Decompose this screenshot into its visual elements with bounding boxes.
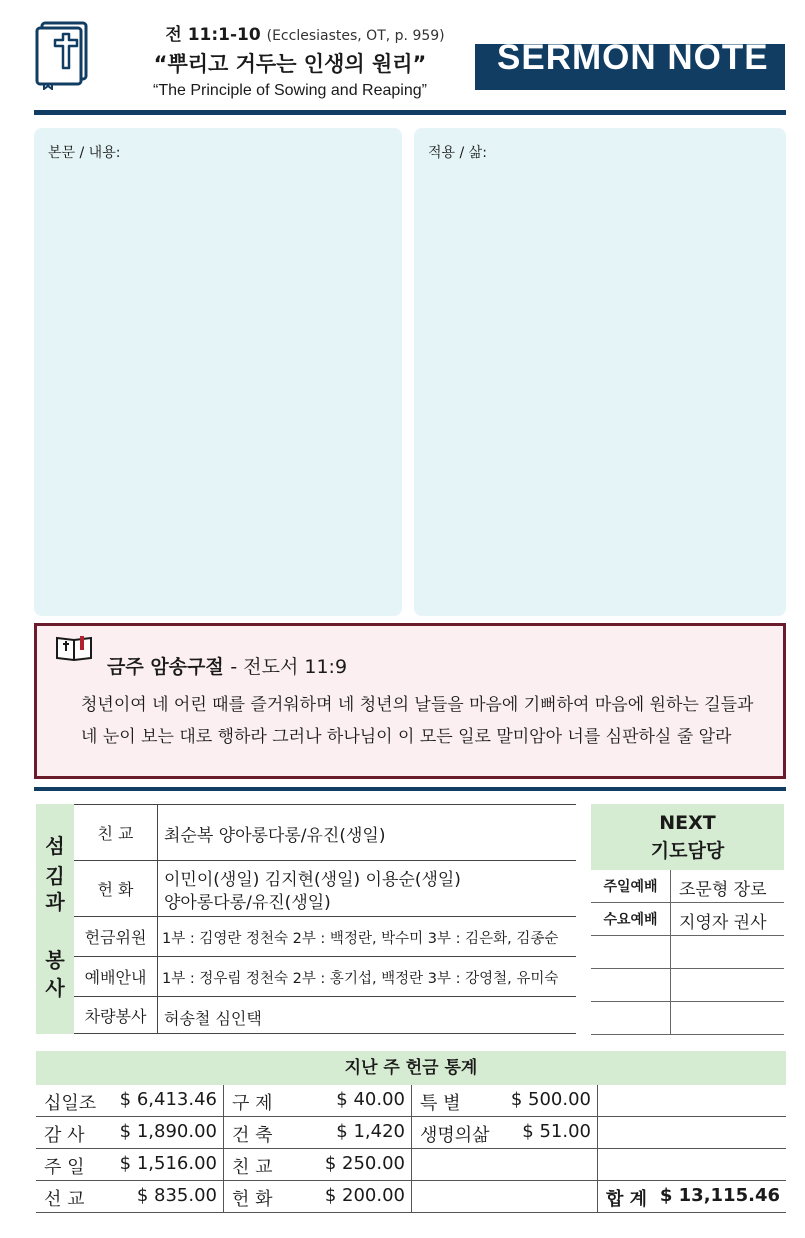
sermon-note-badge (475, 38, 785, 90)
sermon-note-label: SERMON NOTE (497, 38, 769, 77)
memory-verse-reference: - 전도서 11:9 (230, 656, 348, 678)
offering-type: 선 교 (44, 1189, 85, 1210)
row-value: 1부 : 정우림 정천숙 2부 : 홍기섭, 백정란 3부 : 강영철, 유미숙 (162, 971, 559, 987)
notes-application-area[interactable] (414, 128, 786, 616)
offering-cell (224, 1181, 412, 1213)
memory-verse-title (107, 652, 347, 679)
offering-cell (224, 1117, 412, 1149)
offering-cell (598, 1117, 786, 1149)
offering-amount: $ 1,890.00 (119, 1121, 217, 1142)
scripture-ref-en: (Ecclesiastes, OT, p. 959) (266, 28, 445, 44)
offering-total-label: 합 계 (606, 1189, 648, 1210)
offering-cell (224, 1085, 412, 1117)
offering-type: 친 교 (232, 1157, 273, 1178)
next-prayer-row (591, 936, 784, 969)
notes-content-area[interactable] (34, 128, 402, 616)
scripture-reference (140, 20, 470, 45)
offering-cell (36, 1149, 224, 1181)
row-label: 차량봉사 (74, 997, 158, 1033)
header (0, 0, 805, 118)
table-row (74, 860, 576, 916)
offering-type: 구 제 (232, 1093, 273, 1114)
row-value: 1부 : 김영란 정천숙 2부 : 백정란, 박수미 3부 : 김은화, 김종순 (162, 931, 559, 947)
offering-type: 십일조 (44, 1093, 97, 1114)
memory-verse-heading: 금주 암송구절 (107, 656, 224, 678)
side-char: 사 (45, 976, 65, 1000)
offering-cell (412, 1181, 598, 1213)
next-prayer-row (591, 969, 784, 1002)
memory-verse-box (34, 623, 786, 779)
offering-cell (598, 1149, 786, 1181)
prayer-service-label: 수요예배 (591, 903, 671, 935)
next-prayer-row (591, 903, 784, 936)
offering-amount: $ 500.00 (510, 1089, 591, 1110)
sermon-title-ko: “뿌리고 거두는 인생의 원리” (153, 52, 427, 76)
row-value: 이민이(생일) 김지현(생일) 이용순(생일) (164, 870, 461, 890)
offering-type: 건 축 (232, 1125, 273, 1146)
offering-type: 특 별 (420, 1093, 461, 1114)
offering-cell (412, 1149, 598, 1181)
bible-icon (34, 20, 94, 90)
row-value-2: 양아롱다롱/유진(생일) (164, 893, 331, 913)
offering-title: 지난 주 헌금 통계 (36, 1051, 786, 1085)
side-char: 과 (45, 890, 65, 914)
offering-type: 감 사 (44, 1125, 85, 1146)
prayer-leader: 조문형 장로 (679, 880, 767, 900)
offering-amount: $ 1,420 (336, 1121, 405, 1142)
prayer-service-label: 주일예배 (591, 870, 671, 902)
next-prayer-title-2: 기도담당 (650, 840, 725, 862)
table-row (74, 996, 576, 1033)
offering-cell (224, 1149, 412, 1181)
offering-cell (36, 1181, 224, 1213)
offering-amount: $ 51.00 (522, 1121, 591, 1142)
section-divider (34, 787, 786, 791)
offering-amount: $ 6,413.46 (119, 1089, 217, 1110)
next-prayer-title-1: NEXT (659, 812, 716, 834)
table-row (74, 916, 576, 956)
row-value: 최순복 양아롱다롱/유진(생일) (164, 826, 386, 846)
notes-content-label: 본문 / 내용: (48, 145, 121, 161)
memory-verse-line-2: 네 눈이 보는 대로 행하라 그러나 하나님이 이 모든 일로 말미암아 너를 심판하실 줄 알라 (81, 727, 732, 747)
side-char: 섬 (45, 834, 65, 858)
offering-type: 생명의삶 (420, 1125, 490, 1146)
service-table-bottom (74, 1033, 576, 1034)
next-prayer-header (591, 804, 784, 870)
open-bible-icon (54, 634, 94, 664)
next-prayer-row (591, 1002, 784, 1035)
prayer-service-label (591, 969, 671, 1001)
offering-cell (412, 1085, 598, 1117)
table-row (74, 804, 576, 860)
offering-total-cell (598, 1181, 786, 1213)
row-value: 허송철 심인택 (164, 1009, 262, 1028)
scripture-ref-ko: 전 11:1-10 (165, 25, 261, 45)
offering-amount: $ 1,516.00 (119, 1153, 217, 1174)
notes-application-label: 적용 / 삶: (428, 145, 487, 161)
row-label: 헌 화 (74, 861, 158, 916)
header-divider (34, 110, 786, 115)
offering-cell (36, 1117, 224, 1149)
prayer-service-label (591, 1002, 671, 1034)
row-label: 친 교 (74, 805, 158, 860)
table-row (74, 956, 576, 996)
service-side-label (36, 804, 74, 1034)
next-prayer-row (591, 870, 784, 903)
side-char: 김 (45, 864, 65, 888)
offering-amount: $ 40.00 (336, 1089, 405, 1110)
row-label: 헌금위원 (74, 917, 158, 956)
offering-cell (412, 1117, 598, 1149)
side-char: 봉 (45, 948, 65, 972)
offering-cell (36, 1085, 224, 1117)
sermon-title-en: “The Principle of Sowing and Reaping” (153, 82, 427, 99)
offering-amount: $ 835.00 (136, 1185, 217, 1206)
prayer-leader: 지영자 권사 (679, 913, 767, 933)
offering-type: 헌 화 (232, 1189, 273, 1210)
offering-amount: $ 250.00 (324, 1153, 405, 1174)
offering-amount: $ 200.00 (324, 1185, 405, 1206)
row-label: 예배안내 (74, 957, 158, 996)
memory-verse-line-1: 청년이여 네 어린 때를 즐거워하며 네 청년의 날들을 마음에 기뻐하여 마음에 원하는 길들과 (81, 695, 754, 715)
offering-total-amount: $ 13,115.46 (659, 1185, 780, 1206)
offering-cell (598, 1085, 786, 1117)
offering-type: 주 일 (44, 1157, 85, 1178)
prayer-service-label (591, 936, 671, 968)
